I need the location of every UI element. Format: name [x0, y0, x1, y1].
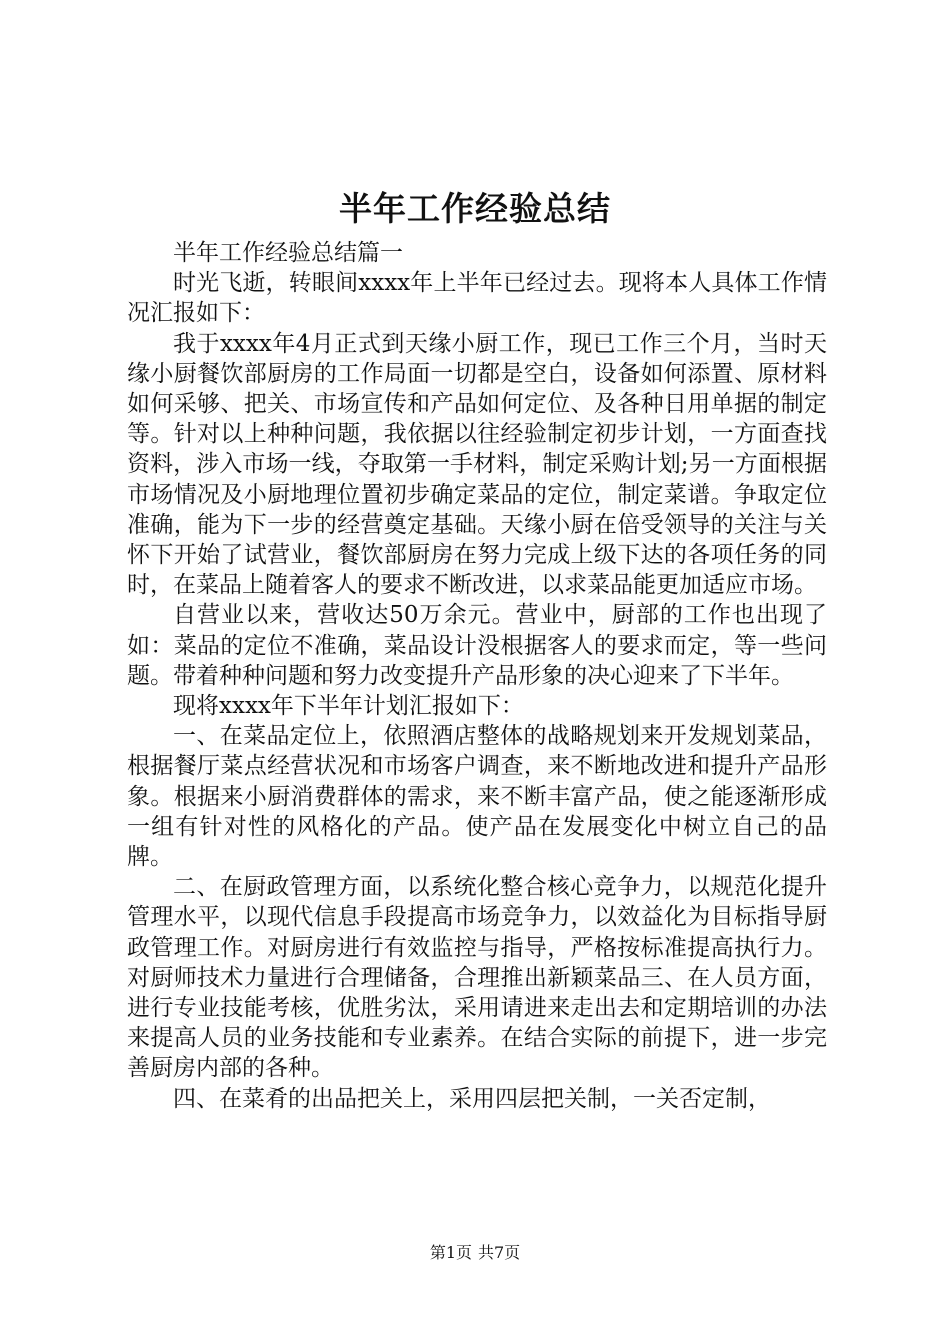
- body-paragraph: 时光飞逝，转眼间xxxx年上半年已经过去。现将本人具体工作情况汇报如下：: [127, 270, 827, 327]
- document-title: 半年工作经验总结: [339, 189, 611, 228]
- page-total: 共7页: [478, 1243, 521, 1262]
- body-paragraph: 我于xxxx年4月正式到天缘小厨工作，现已工作三个月，当时天缘小厨餐饮部厨房的工作局面一切都是空白，设备如何添置、原材料如何采够、把关、市场宣传和产品如何定位、及各种日用单据的制定等。针对以上种种问题，我依据以往经验制定初步计划，一方面查找资料，涉入市场一线，夺取第一手材料，制定采购计划;另一方面根据市场情况及小厨地理位置初步确定菜品的定位，制定菜谱。争取定位准确，能为下一步的经营奠定基础。天缘小厨在倍受领导的关注与关怀下开始了试营业，餐饮部厨房在努力完成上级下达的各项任务的同时，在菜品上随着客人的要求不断改进，以求菜品能更加适应市场。: [127, 330, 827, 599]
- body-paragraph: 现将xxxx年下半年计划汇报如下：: [173, 693, 524, 720]
- body-paragraph: 二、在厨政管理方面，以系统化整合核心竞争力，以规范化提升管理水平，以现代信息手段提高市场竞争力，以效益化为目标指导厨政管理工作。对厨房进行有效监控与指导，严格按标准提高执行力。对厨师技术力量进行合理储备，合理推出新颖菜品三、在人员方面，进行专业技能考核，优胜劣汰，采用请进来走出去和定期培训的办法来提高人员的业务技能和专业素养。在结合实际的前提下，进一步完善厨房内部的各种。: [127, 874, 827, 1082]
- body-paragraph: 一、在菜品定位上，依照酒店整体的战略规划来开发规划菜品，根据餐厅菜点经营状况和市场客户调查，来不断地改进和提升产品形象。根据来小厨消费群体的需求，来不断丰富产品，使之能逐渐形成一组有针对性的风格化的产品。使产品在发展变化中树立自己的品牌。: [127, 723, 827, 871]
- document-body: [127, 238, 827, 1114]
- section-heading: 半年工作经验总结篇一: [173, 240, 403, 266]
- page-number: 第1页: [429, 1243, 472, 1262]
- body-paragraph: 自营业以来，营收达50万余元。营业中，厨部的工作也出现了如：菜品的定位不准确，菜品设计没根据客人的要求而定，等一些问题。带着种种问题和努力改变提升产品形象的决心迎来了下半年。: [127, 602, 827, 689]
- body-paragraph: 四、在菜肴的出品把关上，采用四层把关制，一关否定制，: [173, 1085, 771, 1112]
- page-footer: [0, 1240, 950, 1263]
